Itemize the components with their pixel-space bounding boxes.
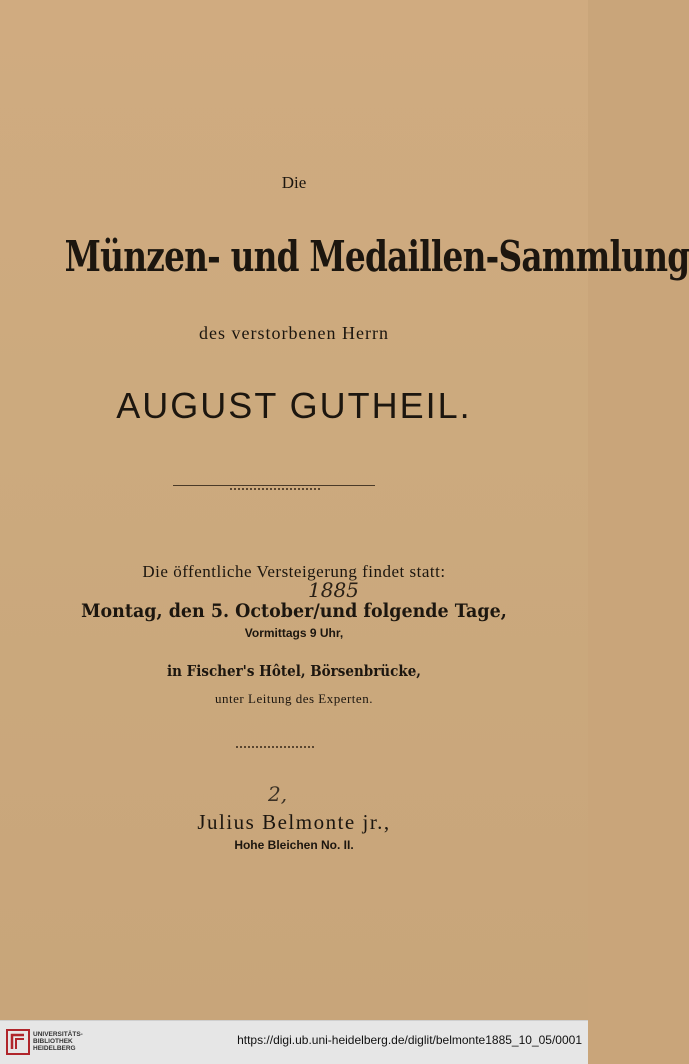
library-name: UNIVERSITÄTS- BIBLIOTHEK HEIDELBERG <box>33 1031 83 1052</box>
small-divider <box>236 746 314 748</box>
publisher-address: Hohe Bleichen No. II. <box>234 838 354 852</box>
handwritten-year: 1885 <box>308 578 359 602</box>
collector-name: AUGUST GUTHEIL. <box>116 385 472 426</box>
auction-time: Vormittags 9 Uhr, <box>244 626 344 640</box>
ornamental-divider <box>173 485 375 486</box>
auction-venue: in Fischer's Hôtel, Börsenbrücke, <box>166 662 421 680</box>
permalink-url[interactable]: https://digi.ub.uni-heidelberg.de/diglit/belmonte1885_10_05/0001 <box>237 1033 582 1047</box>
handwritten-mark: 2, <box>268 782 288 806</box>
catalog-title: Münzen- und Medaillen-Sammlung <box>64 232 689 281</box>
auction-date: Montag, den 5. October/und folgende Tage, <box>81 600 507 622</box>
ornamental-divider-center <box>230 488 320 490</box>
viewer-footer <box>0 1020 588 1064</box>
catalog-subtitle: des verstorbenen Herrn <box>199 323 389 343</box>
publisher-name: Julius Belmonte jr., <box>197 810 391 834</box>
expert-note: unter Leitung des Experten. <box>215 691 373 706</box>
auction-intro: Die öffentliche Versteigerung findet statt: <box>142 562 446 581</box>
intro-word: Die <box>281 173 307 192</box>
library-logo-icon[interactable] <box>6 1029 30 1055</box>
